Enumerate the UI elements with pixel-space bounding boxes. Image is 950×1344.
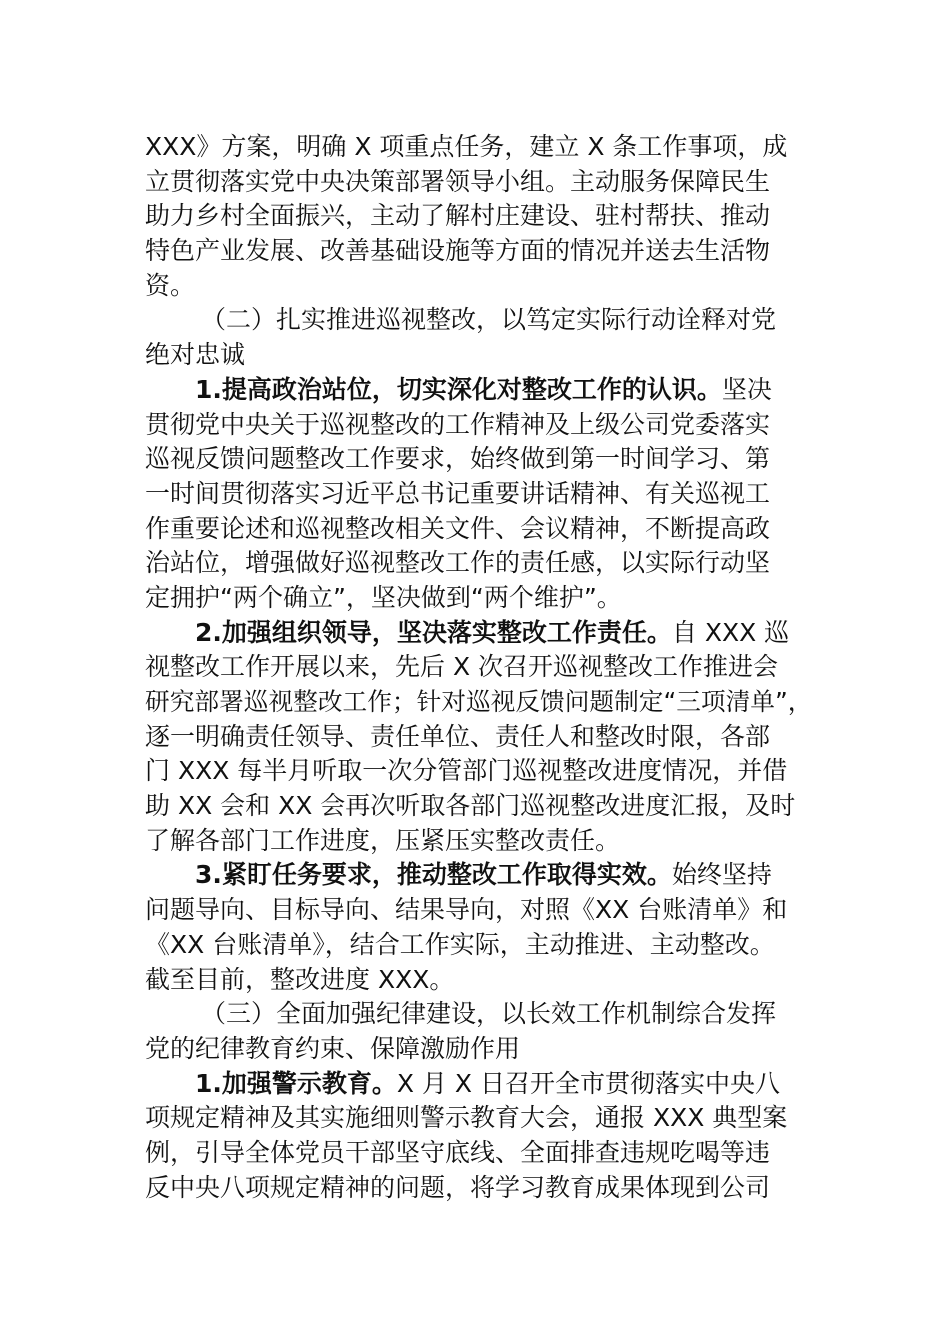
body-text: 巡视反馈问题整改工作要求，始终做到第一时间学习、第 <box>145 444 771 474</box>
body-text: 贯彻党中央关于巡视整改的工作精神及上级公司党委落实 <box>145 409 771 439</box>
text-line <box>145 1171 813 1206</box>
text-line <box>145 928 813 963</box>
body-text: 一时间贯彻落实习近平总书记重要讲话精神、有关巡视工 <box>145 478 771 508</box>
body-text: 逐一明确责任领导、责任单位、责任人和整改时限，各部 <box>145 721 771 751</box>
body-text: 《XX 台账清单》，结合工作实际，主动推进、主动整改。 <box>145 929 775 959</box>
text-line <box>145 720 813 755</box>
body-text: （三）全面加强纪律建设，以长效工作机制综合发挥 <box>201 999 777 1029</box>
body-text: 助 XX 会和 XX 会再次听取各部门巡视整改进度汇报，及时 <box>145 791 796 821</box>
text-line <box>145 1101 813 1136</box>
text-line <box>145 581 813 616</box>
text-line <box>145 546 813 581</box>
body-text: 特色产业发展、改善基础设施等方面的情况并送去生活物 <box>145 236 771 266</box>
body-text: XXX》方案，明确 X 项重点任务，建立 X 条工作事项，成 <box>145 132 788 161</box>
body-text: 始终坚持 <box>671 860 772 890</box>
body-text: 截至目前，整改进度 XXX。 <box>145 964 455 994</box>
text-line <box>145 338 813 373</box>
body-text: 视整改工作开展以来，先后 X 次召开巡视整改工作推进会 <box>145 652 779 682</box>
body-text: 助力乡村全面振兴，主动了解村庄建设、驻村帮扶、推动 <box>145 201 771 231</box>
bold-heading-text: 1.提高政治站位，切实深化对整改工作的认识。 <box>195 374 722 404</box>
body-text: 项规定精神及其实施细则警示教育大会，通报 XXX 典型案 <box>145 1103 788 1133</box>
body-text: 坚决 <box>721 374 772 404</box>
text-line <box>145 373 813 408</box>
text-line <box>145 408 813 443</box>
body-text: 绝对忠诚 <box>145 340 246 370</box>
body-text: 例，引导全体党员干部坚守底线、全面排查违规吃喝等违 <box>145 1137 771 1167</box>
text-line <box>145 858 813 893</box>
text-line <box>145 303 813 338</box>
body-text: 研究部署巡视整改工作；针对巡视反馈问题制定“三项清单”， <box>145 687 813 716</box>
body-text: 问题导向、目标导向、结果导向，对照《XX 台账清单》和 <box>145 895 788 925</box>
text-line <box>145 442 813 477</box>
body-text: 反中央八项规定精神的问题，将学习教育成果体现到公司 <box>145 1172 771 1202</box>
text-line <box>145 685 813 720</box>
text-line <box>145 1032 813 1067</box>
body-text: 门 XXX 每半月听取一次分管部门巡视整改进度情况，并借 <box>145 756 788 786</box>
text-line <box>145 997 813 1032</box>
text-line <box>145 616 813 651</box>
text-line <box>145 893 813 928</box>
body-text: 治站位，增强做好巡视整改工作的责任感，以实际行动坚 <box>145 548 771 578</box>
body-text: 作重要论述和巡视整改相关文件、会议精神，不断提高政 <box>145 513 771 543</box>
text-line <box>145 165 813 200</box>
text-line <box>145 269 813 304</box>
bold-heading-text: 1.加强警示教育。 <box>195 1068 397 1098</box>
text-line <box>145 963 813 998</box>
text-line <box>145 789 813 824</box>
bold-heading-text: 2.加强组织领导，坚决落实整改工作责任。 <box>195 617 672 647</box>
text-line <box>145 199 813 234</box>
body-text: 定拥护“两个确立”，坚决做到“两个维护”。 <box>145 582 622 612</box>
text-line <box>145 1067 813 1102</box>
text-line <box>145 650 813 685</box>
body-text: 党的纪律教育约束、保障激励作用 <box>145 1033 521 1063</box>
text-line <box>145 754 813 789</box>
body-text: 立贯彻落实党中央决策部署领导小组。主动服务保障民生 <box>145 166 771 196</box>
text-line <box>145 234 813 269</box>
text-line <box>145 824 813 859</box>
body-text: 自 XXX 巡 <box>671 617 790 647</box>
text-line <box>145 130 813 165</box>
text-line <box>145 477 813 512</box>
bold-heading-text: 3.紧盯任务要求，推动整改工作取得实效。 <box>195 860 672 890</box>
text-line <box>145 512 813 547</box>
body-text: 了解各部门工作进度，压紧压实整改责任。 <box>145 825 621 855</box>
text-line <box>145 1136 813 1171</box>
body-text: （二）扎实推进巡视整改，以笃定实际行动诠释对党 <box>201 305 777 335</box>
body-text: 资。 <box>145 270 196 300</box>
body-text: X 月 X 日召开全市贯彻落实中央八 <box>396 1068 781 1098</box>
document-body <box>145 130 813 1205</box>
